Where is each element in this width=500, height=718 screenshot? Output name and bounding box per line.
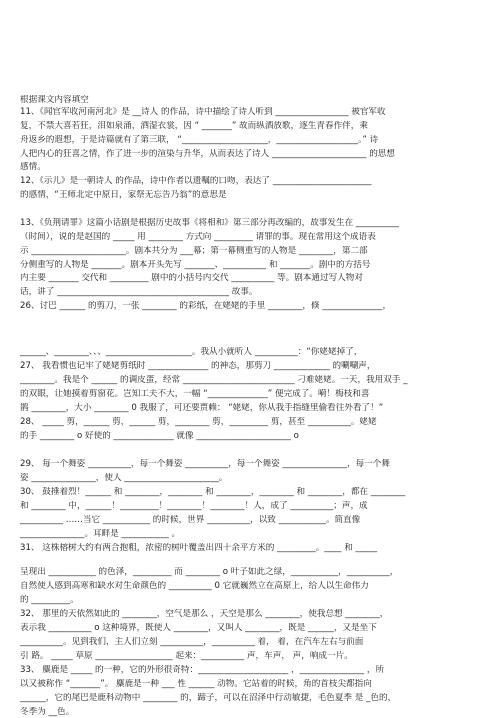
doc-line: 13、《负荆请罪》这篇小话剧是根据历史故事《将相和》第三部分再改编的，故事发生在 __________ bbox=[20, 218, 399, 228]
doc-line: 31、 这株榕树大约有两合抱粗，浓密的树叶覆盖出四十余平方米的 _________。____ 和 _____ bbox=[20, 543, 378, 553]
doc-line: 冬季为 __色。 bbox=[20, 707, 75, 717]
doc-line: ______、________、、、____________________。我从小就听人 __________：“你姥姥掉了， bbox=[20, 347, 363, 357]
doc-line: 27、 我看惯也记牢了姥姥剪纸时 ______________ 的神态，那剪刀 _____________ 的唰唰声， bbox=[20, 361, 376, 371]
doc-line: 姿 _______________，使人 ______________________。 bbox=[20, 473, 228, 483]
doc-line: 的双眼，让她摸着剪窗花。岂知工夫不大，一幅 “______________” 便完成了。嗬！梅枝和喜 bbox=[20, 389, 370, 399]
doc-line: 人把内心的狂喜之情，作了进一步的渲染与升华，从而表达了诗人 ______________________ 的思想 bbox=[20, 149, 395, 159]
doc-line: 26、讨巴 ______ 的剪刀，一张 ________ 的彩纸，在姥姥的手里 ________，倏 ______________， bbox=[20, 301, 392, 311]
doc-line: 引 路。 _____ 草原 __________________ 起来：__________ 声，车声， 声，响成一片。 bbox=[20, 651, 353, 661]
doc-line: 呈现出 ___________ 的色泽，_________ 而 ________ o 叶子如此之绿，___________，__________， bbox=[20, 567, 399, 577]
doc-line: （时间），说的是赵国的 _____ 用 ________ 方式向 _________ 请罪的事。现在常用这个成语表 bbox=[20, 232, 376, 242]
doc-line: 和 ________ 中，______！_________！________！________！人，成了 __________；声，成 bbox=[20, 501, 368, 511]
doc-line: 舟返乡的遐想，于是诗篇就有了第三联， “____________________，___________________。” 诗 bbox=[20, 135, 379, 145]
doc-line: 29、 每一个舞姿 __________，每一个舞姿 __________，每一个舞姿 _______________，每一个舞 bbox=[20, 459, 390, 469]
doc-line: 分侧重写的人物是 _______。剧本开头先写 _______、__________ 和 _______。剧中的方括号 bbox=[20, 260, 371, 270]
doc-line: 自然使人感到高寒和缺水对生命颜色的 __________ 0 它就巍然立在高原上，给人以生命伟力 bbox=[20, 581, 369, 591]
doc-line: 32、 那里的天依然如此的 ________，空气是那么 ，天空是那么 ________，使我总想 ________， bbox=[20, 609, 389, 619]
doc-line: 感情。 bbox=[20, 162, 46, 172]
doc-line: _______________。耳畔是 ___________ 。 bbox=[20, 529, 181, 539]
doc-line: 30、 鼓捶着烈！______ 和 ________，________ 和 ________，________ 和 ________，都在 ________ bbox=[20, 487, 406, 497]
doc-line: 12、《示儿》是一朝诗人 的作品，诗中作者以遗嘱的口吻，表达了 _______________________ bbox=[20, 176, 372, 186]
doc-line: 复，不禁大喜若狂，泪如泉涌，洒湿衣裳，因 “ _______” 故而纵酒放歌，逐生青春作伴，乘 bbox=[20, 121, 368, 131]
doc-line: 33、 麋鹿是 _____ 的一种，它的外形很奇特：_____________________ ，_______________ ，所 bbox=[20, 665, 385, 675]
doc-line: 的感情，“王师北定中原日，家祭无忘告乃翁”的意思是 bbox=[20, 190, 227, 200]
doc-line: __________。见到我们，主人们立刻 __________，__________ 着， 着，在汽车左右与前面 bbox=[20, 637, 364, 647]
doc-title: 根据课文内容填空 bbox=[20, 95, 89, 105]
doc-line: ________。我是个 ______ 的调皮蛋，经常 __________________________ 刁难姥姥。一天，我用双手 _ bbox=[20, 375, 408, 385]
doc-line: ______，它的尾巴是鹿科动物中 ________ 的，蹄子，可以在沼泽中行动敏捷，毛色夏季 是 _色的， bbox=[20, 693, 397, 703]
doc-line: 示 ______________________。剧本共分为 ___幕；第一幕侧重写的人物是 ________，第二部 bbox=[20, 246, 368, 256]
doc-line: 的手 ________ o 好使的 ______________ 就像 ______________________ o bbox=[20, 431, 299, 441]
doc-line: __________ ……当它 ___________ 的时候，世界 __________，以致 ___________。简直像 bbox=[20, 515, 361, 525]
doc-line: 话，讲了 ________________________________________ 故事。 bbox=[20, 287, 258, 297]
doc-line: 内主要 _______ 交代和 _________ 剧中的小括号内交代 __________ 等。剧本通过写人物对 bbox=[20, 273, 363, 283]
doc-line: 28、 _____ 剪，______ 剪，______ 剪，________ 剪，_________ 剪，甚至 __________。姥姥 bbox=[20, 417, 377, 427]
doc-line: 鹊 ________，大小 ________ 0 我服了，可还要贾赖： “姥姥，你从我手指缝里偷看往外看了！” bbox=[20, 403, 384, 413]
doc-line: 以又被称作 “_______”。 麋鹿是一种 ___ 性 ______ 动物。它站着的时候，角的首枝尖都指向 bbox=[20, 679, 372, 689]
doc-line: 表示我 __________ o 这种境界，既使人 ________，又叫人 ________，既是 ______，又是坐下 bbox=[20, 623, 377, 633]
doc-line: 11、《闻官军收河南河北》是 __诗人 的作品，诗中描绘了诗人听到 _________________ 被官军收 bbox=[20, 107, 386, 117]
doc-line: 的 _________。 bbox=[20, 595, 79, 605]
